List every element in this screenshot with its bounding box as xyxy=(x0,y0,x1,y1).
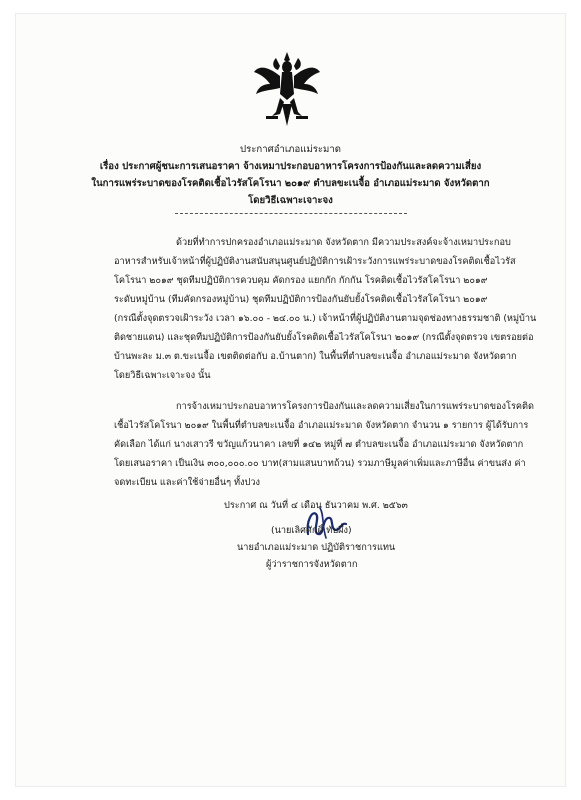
para1-line: โคโรนา ๒๐๑๙ ชุดทีมปฏิบัติการควบคุม คัดกรอง แยกกัก กักกัน โรคติดเชื้อไวรัสโคโรนา ๒๐๑๙ xyxy=(114,275,488,286)
para2-line: โดยเสนอราคา เป็นเงิน ๓๐๐,๐๐๐.๐๐ บาท(สามแสนบาทถ้วน) รวมภาษีมูลค่าเพิ่มและภาษีอื่น ค่าขนส่ง ค่า xyxy=(114,458,526,469)
para1-line: ติดชายแดน) และชุดทีมปฏิบัติการป้องกันยับยั้งโรคติดเชื้อไวรัสโคโรนา ๒๐๑๙ (กรณีตั้งจุดตรวจ เขตรอยต่อ xyxy=(114,332,534,343)
para1-line: ด้วยที่ทำการปกครองอำเภอแม่ระมาด จังหวัดตาก มีความประสงค์จะจ้างเหมาประกอบ xyxy=(176,237,511,248)
signer-name: (นายเลิศศักดิ์ ทับผึ้ง) xyxy=(271,525,352,536)
para2-line: เชื้อไวรัสโคโรนา ๒๐๑๙ ในพื้นที่ตำบลขะเนจื้อ อำเภอแม่ระมาด จังหวัดตาก จำนวน ๑ รายการ ผู้ได้รับการ xyxy=(114,420,529,431)
signer-position-2: ผู้ว่าราชการจังหวัดตาก xyxy=(266,559,358,570)
separator-line xyxy=(175,213,407,214)
subject-line-2: ในการแพร่ระบาดของโรคติดเชื้อไวรัสโคโรนา ๒๐๑๙ ตำบลขะเนจื้อ อำเภอแม่ระมาด จังหวัดตาก xyxy=(91,178,490,189)
para2-line: จดทะเบียน และค่าใช้จ่ายอื่นๆ ทั้งปวง xyxy=(114,477,261,488)
subject-line-3: โดยวิธีเฉพาะเจาะจง xyxy=(248,195,333,206)
para1-line: (กรณีตั้งจุดตรวจเฝ้าระวัง เวลา ๑๖.๐๐ - ๒๔.๐๐ น.) เจ้าหน้าที่ผู้ปฏิบัติงานตามจุดช่องทางธรรมชาติ (หมู่บ้าน xyxy=(114,313,537,324)
para1-line: ระดับหมู่บ้าน (ทีมคัดกรองหมู่บ้าน) ชุดทีมปฏิบัติการป้องกันยับยั้งโรคติดเชื้อไวรัสโคโรนา ๒๐๑๙ xyxy=(114,294,488,305)
para2-line: การจ้างเหมาประกอบอาหารโครงการป้องกันและลดความเสี่ยงในการแพร่ระบาดของโรคติด xyxy=(176,401,534,412)
announce-date: ประกาศ ณ วันที่ ๔ เดือน ธันวาคม พ.ศ. ๒๕๖๓ xyxy=(224,500,408,511)
garuda-emblem-icon xyxy=(252,50,322,130)
issuing-office: ประกาศอำเภอแม่ระมาด xyxy=(240,144,341,155)
para2-line: คัดเลือก ได้แก่ นางเสาวรี ขวัญแก้วนาคา เลขที่ ๑๔๒ หมู่ที่ ๗ ตำบลขะเนจื้อ อำเภอแม่ระมาด จังหวัดตาก xyxy=(114,439,524,450)
para1-line: อาหารสำหรับเจ้าหน้าที่ผู้ปฏิบัติงานสนับสนุนศูนย์ปฏิบัติการเฝ้าระวังการแพร่ระบาดของโรคติดเชื้อไวรัส xyxy=(114,256,516,267)
para1-line: บ้านพะละ ม.๓ ต.ขะเนจื้อ เขตติดต่อกับ อ.บ้านตาก) ในพื้นที่ตำบลขะเนจื้อ อำเภอแม่ระมาด จังหวัดตาก xyxy=(114,351,517,362)
signer-position-1: นายอำเภอแม่ระมาด ปฏิบัติราชการแทน xyxy=(237,542,396,553)
para1-line: โดยวิธีเฉพาะเจาะจง นั้น xyxy=(114,370,211,381)
subject-line-1: เรื่อง ประกาศผู้ชนะการเสนอราคา จ้างเหมาประกอบอาหารโครงการป้องกันและลดความเสี่ยง xyxy=(99,161,482,172)
